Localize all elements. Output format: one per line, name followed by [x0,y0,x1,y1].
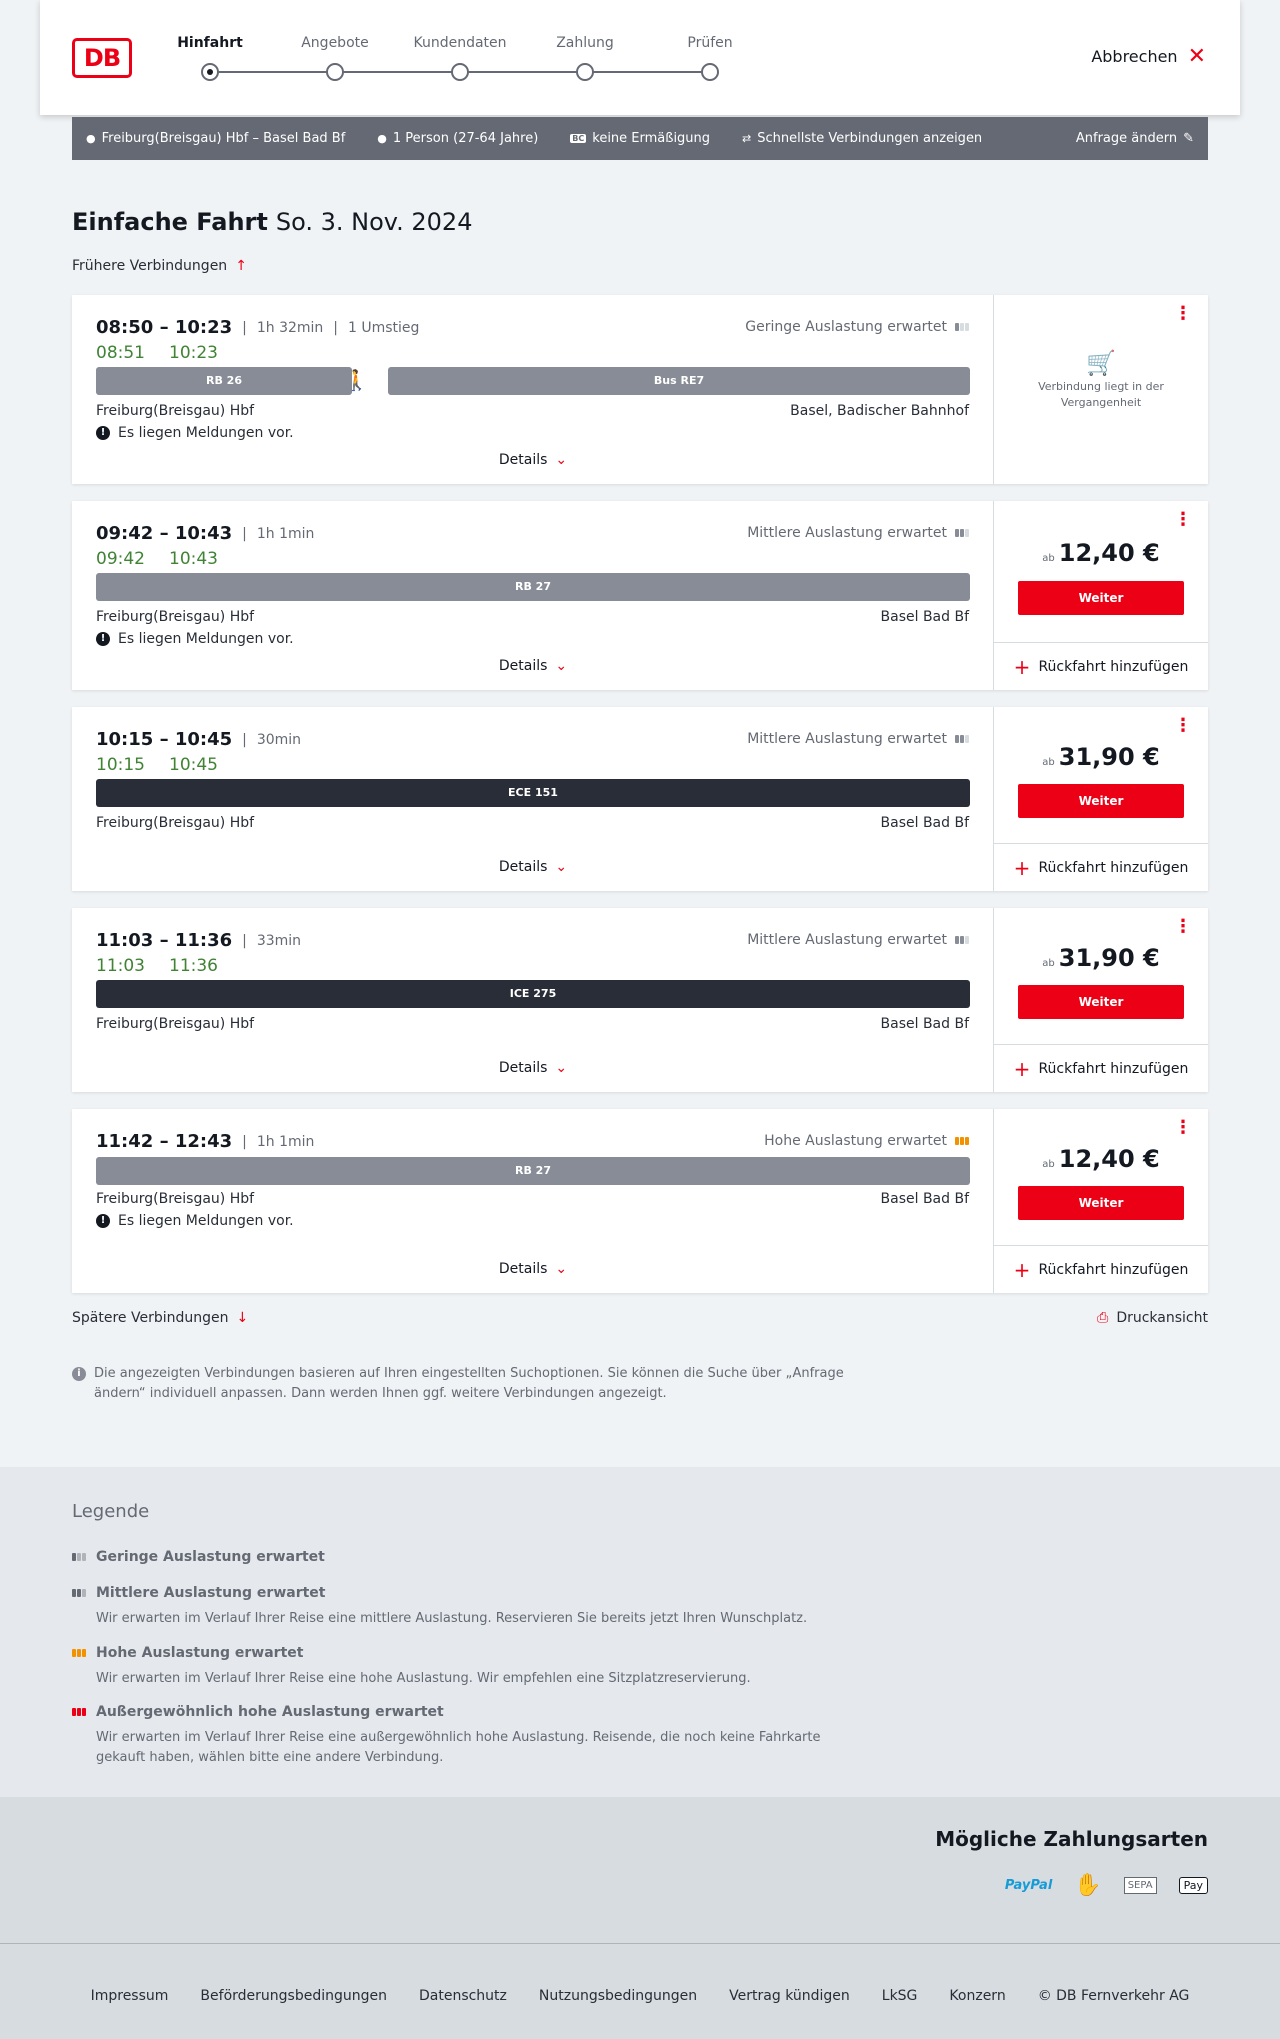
later-connections-link[interactable]: Spätere Verbindungen ↓ [72,1310,249,1326]
departure-station: Freiburg(Breisgau) Hbf [96,403,255,419]
mode-summary: ⇄ Schnellste Verbindungen anzeigen [742,131,983,146]
warning-icon: ! [96,1214,110,1228]
add-return-trip-button[interactable]: + Rückfahrt hinzufügen [994,642,1208,690]
train-segment[interactable]: Bus RE7 [388,367,970,395]
contactless-card-icon: ✋ [1074,1873,1102,1898]
departure-station: Freiburg(Breisgau) Hbf [96,1016,255,1032]
train-segment[interactable]: ECE 151 [96,779,970,807]
add-return-trip-button[interactable]: + Rückfahrt hinzufügen [994,1245,1208,1293]
details-toggle[interactable]: Details ⌄ [498,1261,568,1277]
traveler-summary: ● 1 Person (27-64 Jahre) [377,131,539,146]
travel-date: So. 3. Nov. 2024 [275,208,473,236]
step-dot-kundendaten [451,63,469,81]
chevron-down-icon: ⌄ [555,859,568,875]
duration: 1h 1min [256,1133,315,1150]
footer-link-befoerderungsbedingungen[interactable]: Beförderungsbedingungen [200,1988,387,2004]
continue-button[interactable]: Weiter [1018,1186,1184,1220]
footer [0,1943,1280,2039]
printer-icon: ⎙ [1097,1310,1109,1326]
info-note: i Die angezeigten Verbindungen basieren auf Ihren eingestellten Suchoptionen. Sie können die Suche über „Anfrage ändern“ individuell anpassen. Dann werden Ihnen ggf. weitere Verbindungen angezeigt. [72,1364,872,1404]
arrival-station: Basel, Badischer Bahnhof [790,403,969,419]
occupancy-high-icon [72,1649,88,1657]
cancel-button[interactable] [1091,43,1206,69]
price-panel [994,908,1208,1092]
duration: 1h 1min [256,525,315,542]
duration: 30min [256,731,302,748]
occupancy-low-icon [955,323,969,331]
legend-section [0,1467,1280,1797]
occupancy-medium-icon [955,735,969,743]
print-view-link[interactable]: ⎙ Druckansicht [1097,1310,1208,1326]
footer-link-nutzungsbedingungen[interactable]: Nutzungsbedingungen [538,1988,698,2004]
past-connection-info: 🛒 Verbindung liegt in der Vergangenheit [994,355,1208,411]
cancel-label: Abbrechen [1091,47,1178,66]
occupancy-info: Geringe Auslastung erwartet [745,319,969,335]
connection-times: 11:42 – 12:43 | 1h 1min [96,1131,315,1152]
chevron-down-icon: ⌄ [555,452,568,468]
info-icon: i [72,1367,86,1381]
train-segment[interactable]: RB 27 [96,573,970,601]
arrival-station: Basel Bad Bf [880,815,969,831]
connection-times: 10:15 – 10:45 | 30min [96,729,302,750]
cart-unavailable-icon: 🛒 [1086,349,1116,377]
more-options-icon[interactable]: ⋮ [1174,1117,1192,1138]
arrival-station: Basel Bad Bf [880,1016,969,1032]
plus-icon: + [1013,654,1031,679]
step-label-kundendaten: Kundendaten [413,35,507,51]
connection-main[interactable] [72,707,994,891]
price-panel [994,295,1208,484]
connection-times: 09:42 – 10:43 | 1h 1min [96,523,315,544]
db-logo[interactable]: DB [72,38,132,78]
occupancy-medium-icon [72,1589,88,1597]
price-panel [994,707,1208,891]
warning-icon: ! [96,632,110,646]
train-segment[interactable]: RB 26 [96,367,352,395]
continue-button[interactable]: Weiter [1018,581,1184,615]
notice: ! Es liegen Meldungen vor. [96,1213,294,1229]
continue-button[interactable]: Weiter [1018,985,1184,1019]
arrival-station: Basel Bad Bf [880,609,969,625]
departure-station: Freiburg(Breisgau) Hbf [96,609,255,625]
notice: ! Es liegen Meldungen vor. [96,631,294,647]
step-label-pruefen: Prüfen [687,35,733,51]
legend-title: Legende [72,1501,150,1522]
price: ab 12,40 € [1042,539,1160,567]
realtime-times: 09:42 10:43 [96,549,218,569]
close-icon: ✕ [1187,43,1206,69]
details-toggle[interactable]: Details ⌄ [498,859,568,875]
payment-title: Mögliche Zahlungsarten [935,1827,1208,1851]
plus-icon: + [1013,855,1031,880]
payment-icons [1005,1873,1208,1898]
connection-times: 11:03 – 11:36 | 33min [96,930,302,951]
earlier-connections-link[interactable]: Frühere Verbindungen ↑ [72,258,247,274]
arrow-down-icon: ↓ [236,1310,249,1326]
connection-times: 08:50 – 10:23 | 1h 32min | 1 Umstieg [96,317,420,338]
step-label-hinfahrt[interactable]: Hinfahrt [177,35,243,51]
connection-card [72,295,1208,484]
footer-link-konzern[interactable]: Konzern [949,1988,1006,2004]
occupancy-extreme-icon [72,1708,88,1716]
step-label-angebote: Angebote [301,35,369,51]
details-toggle[interactable]: Details ⌄ [498,1060,568,1076]
occupancy-medium-icon [955,529,969,537]
connection-card [72,1109,1208,1293]
train-segment[interactable]: ICE 275 [96,980,970,1008]
details-toggle[interactable]: Details ⌄ [498,452,568,468]
pencil-icon: ✎ [1183,131,1194,146]
chevron-down-icon: ⌄ [555,658,568,674]
connection-card [72,707,1208,891]
price: ab 31,90 € [1042,743,1160,771]
occupancy-info: Mittlere Auslastung erwartet [747,525,969,541]
search-summary-bar [72,117,1208,160]
more-options-icon[interactable]: ⋮ [1174,303,1192,324]
change-request-button[interactable]: Anfrage ändern ✎ [1075,131,1194,146]
train-segment[interactable]: RB 27 [96,1157,970,1185]
legend-item-high: Hohe Auslastung erwartet Wir erwarten im Verlauf Ihrer Reise eine hohe Auslastung. Wir empfehlen eine Sitzplatzreservierung. [72,1645,856,1689]
walking-icon: 🚶 [344,368,369,392]
price-panel [994,1109,1208,1293]
departure-station: Freiburg(Breisgau) Hbf [96,1191,255,1207]
step-dot-pruefen [701,63,719,81]
occupancy-high-icon [955,1137,969,1145]
connection-main[interactable] [72,1109,994,1293]
footer-copyright: © DB Fernverkehr AG [1037,1988,1190,2004]
location-pin-icon: ● [86,132,96,145]
arrival-station: Basel Bad Bf [880,1191,969,1207]
step-dot-hinfahrt[interactable] [201,63,219,81]
step-label-zahlung: Zahlung [556,35,614,51]
warning-icon: ! [96,426,110,440]
chevron-down-icon: ⌄ [555,1261,568,1277]
sepa-icon: SEPA [1124,1877,1157,1894]
paypal-icon: PayPal [1004,1878,1053,1893]
footer-link-impressum[interactable]: Impressum [90,1988,169,2004]
person-icon: ● [377,132,387,145]
apple-pay-icon: Pay [1179,1877,1208,1894]
more-options-icon[interactable]: ⋮ [1174,509,1192,530]
page-title: Einfache Fahrt So. 3. Nov. 2024 [72,208,473,236]
continue-button[interactable]: Weiter [1018,784,1184,818]
legend-item-medium: Mittlere Auslastung erwartet Wir erwarten im Verlauf Ihrer Reise eine mittlere Auslastung. Reservieren Sie bereits jetzt Ihren Wunschplatz. [72,1585,856,1629]
arrow-up-icon: ↑ [235,258,247,274]
connection-main[interactable] [72,908,994,1092]
notice: ! Es liegen Meldungen vor. [96,425,294,441]
discount-summary: BC keine Ermäßigung [572,131,711,146]
add-return-trip-button[interactable]: + Rückfahrt hinzufügen [994,1044,1208,1092]
plus-icon: + [1013,1257,1031,1282]
step-dot-angebote [326,63,344,81]
more-options-icon[interactable]: ⋮ [1174,715,1192,736]
bahncard-icon: BC [572,134,585,143]
chevron-down-icon: ⌄ [555,1060,568,1076]
duration: 1h 32min [256,319,324,336]
realtime-times: 10:15 10:45 [96,755,218,775]
payment-methods-section [0,1797,1280,1943]
footer-links [0,1988,1280,2004]
price: ab 12,40 € [1042,1145,1160,1173]
swap-arrows-icon: ⇄ [742,132,752,145]
plus-icon: + [1013,1056,1031,1081]
connection-main[interactable] [72,501,994,690]
realtime-times: 11:03 11:36 [96,956,218,976]
transfers: 1 Umstieg [348,319,420,336]
details-toggle[interactable]: Details ⌄ [498,658,568,674]
occupancy-info: Mittlere Auslastung erwartet [747,932,969,948]
legend-item-extreme: Außergewöhnlich hohe Auslastung erwartet Wir erwarten im Verlauf Ihrer Reise eine außergewöhnlich hohe Auslastung. Reisende, die noch keine Fahrkarte gekauft haben, wählen bitte eine andere Verbindung. [72,1704,856,1768]
route-summary: ● Freiburg(Breisgau) Hbf – Basel Bad Bf [86,131,346,146]
realtime-times: 08:51 10:23 [96,343,218,363]
step-dot-zahlung [576,63,594,81]
occupancy-info: Mittlere Auslastung erwartet [747,731,969,747]
departure-station: Freiburg(Breisgau) Hbf [96,815,255,831]
progress-header [40,0,1240,115]
footer-link-datenschutz[interactable]: Datenschutz [418,1988,507,2004]
more-options-icon[interactable]: ⋮ [1174,916,1192,937]
occupancy-info: Hohe Auslastung erwartet [764,1133,969,1149]
price-panel [994,501,1208,690]
connection-main[interactable] [72,295,994,484]
price: ab 31,90 € [1042,944,1160,972]
connection-card [72,501,1208,690]
occupancy-medium-icon [955,936,969,944]
footer-link-vertrag-kuendigen[interactable]: Vertrag kündigen [729,1988,850,2004]
occupancy-low-icon [72,1553,88,1561]
legend-item-low: Geringe Auslastung erwartet [72,1549,325,1565]
footer-link-lksg[interactable]: LkSG [881,1988,918,2004]
add-return-trip-button[interactable]: + Rückfahrt hinzufügen [994,843,1208,891]
connection-card [72,908,1208,1092]
duration: 33min [256,932,302,949]
